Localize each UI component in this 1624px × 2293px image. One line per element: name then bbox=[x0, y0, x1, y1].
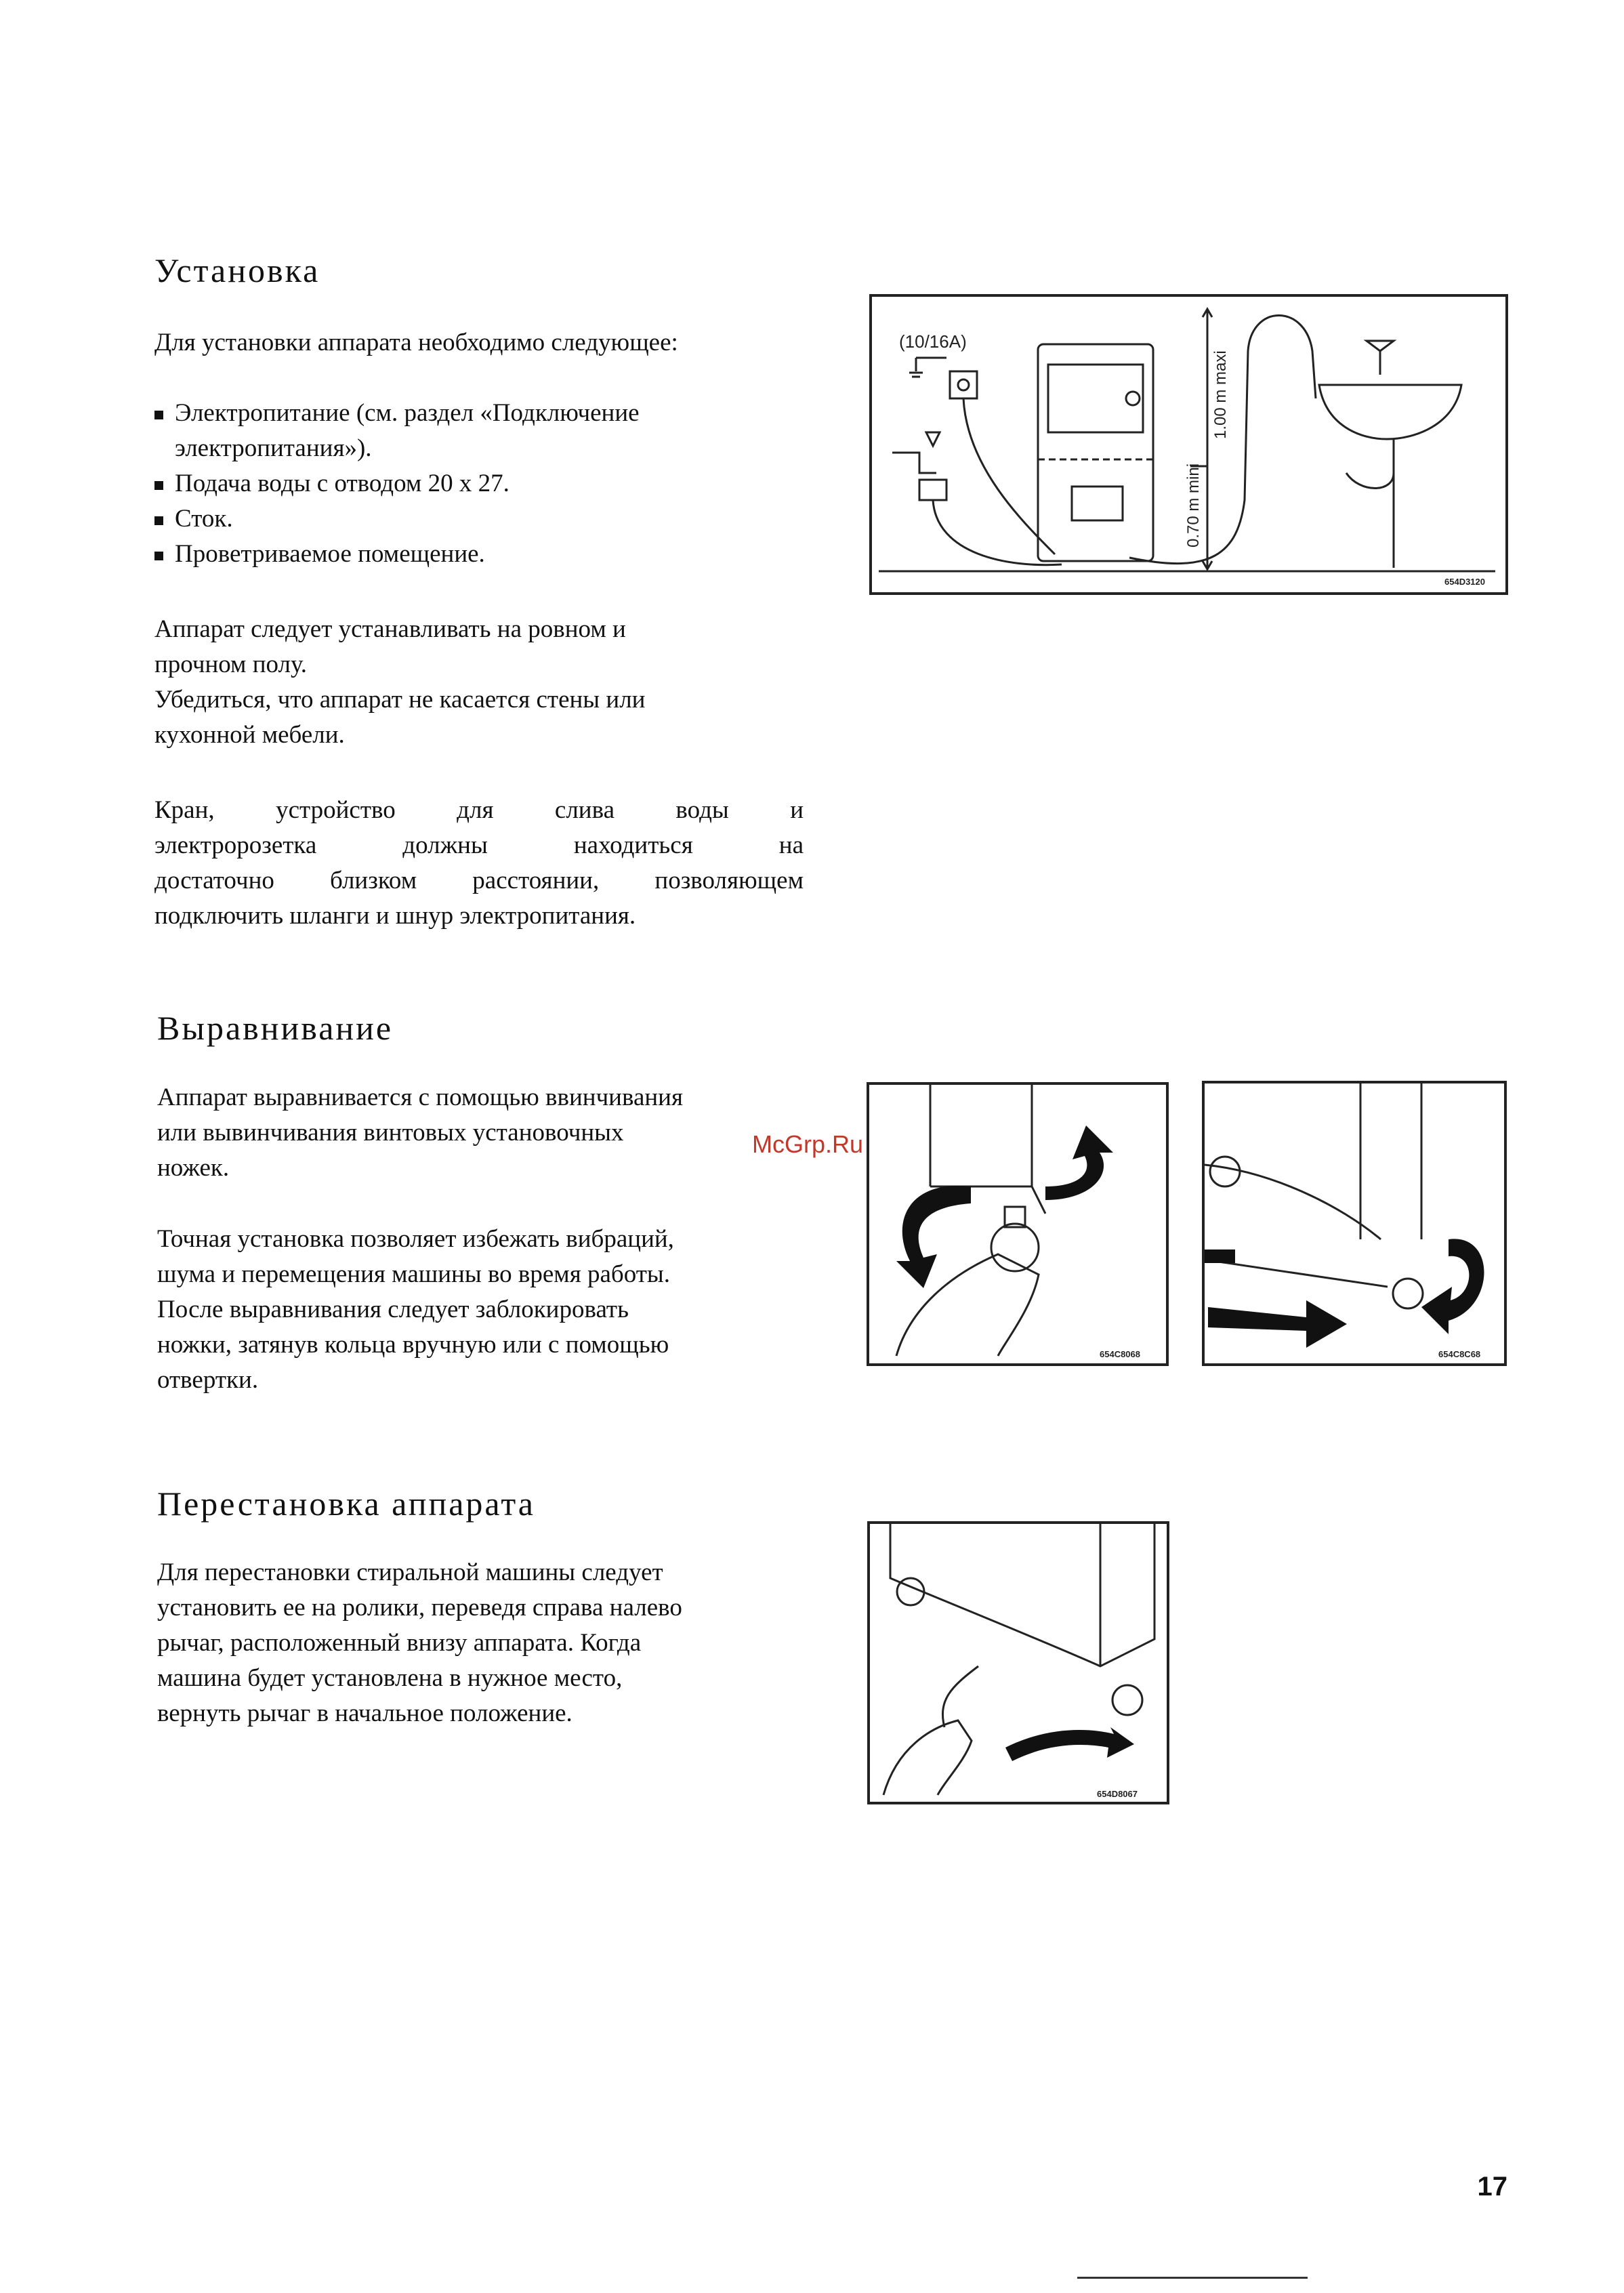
list-item: Подача воды с отводом 20 х 27. bbox=[154, 466, 805, 501]
moving-diagram bbox=[867, 1521, 1169, 1804]
installation-diagram bbox=[869, 294, 1508, 595]
section-title-moving: Перестановка аппарата bbox=[157, 1485, 535, 1523]
leveling-paragraph-precision: Точная установка позволяет избежать вибраций, шума и перемещения машины во время работы. После выравнивания следует заблокировать ножки, затянув кольца вручную или с помощью отвертки. bbox=[157, 1225, 674, 1394]
list-item: Электропитание (см. раздел «Подключение электропитания»). bbox=[154, 396, 805, 466]
installation-paragraph-floor: Аппарат следует устанавливать на ровном и прочном полу. Убедиться, что аппарат не касается стены или кухонной мебели. bbox=[154, 615, 646, 749]
max-height-label: 1.00 m maxi bbox=[1211, 350, 1230, 439]
section-title-installation: Установка bbox=[154, 251, 320, 289]
figure-code: 654D3120 bbox=[1444, 577, 1485, 587]
section-title-leveling: Выравнивание bbox=[157, 1009, 394, 1047]
page-number: 17 bbox=[1477, 2172, 1507, 2202]
fuse-label: (10/16A) bbox=[899, 331, 967, 352]
requirements-list bbox=[154, 396, 805, 572]
min-height-label: 0.70 m mini bbox=[1184, 463, 1203, 548]
figure-code: 654C8C68 bbox=[1438, 1349, 1481, 1359]
installation-diagram-drawing bbox=[872, 297, 1505, 592]
figure-code: 654C8068 bbox=[1100, 1349, 1140, 1359]
moving-drawing bbox=[870, 1524, 1167, 1802]
leveling-hand-drawing bbox=[869, 1085, 1166, 1363]
leveling-diagram-hand bbox=[867, 1082, 1169, 1366]
footer-rule bbox=[1077, 2277, 1308, 2279]
leveling-diagram-screwdriver bbox=[1202, 1081, 1507, 1366]
leveling-paragraph-screws: Аппарат выравнивается с помощью ввинчивания или вывинчивания винтовых установочных ножек. bbox=[157, 1083, 684, 1182]
list-item: Сток. bbox=[154, 501, 805, 537]
leveling-screwdriver-drawing bbox=[1205, 1083, 1504, 1363]
list-item: Проветриваемое помещение. bbox=[154, 537, 805, 572]
moving-paragraph: Для перестановки стиральной машины следует установить ее на ролики, переведя справа налево рычаг, расположенный внизу аппарата. Когда машина будет установлена в нужное место, вернуть рычаг в начальное положение. bbox=[157, 1558, 682, 1727]
installation-intro: Для установки аппарата необходимо следующее: bbox=[154, 329, 678, 356]
figure-code: 654D8067 bbox=[1097, 1789, 1138, 1799]
watermark: McGrp.Ru bbox=[752, 1130, 864, 1158]
installation-paragraph-distance: Кран, устройство для слива воды и электророзетка должны находиться на достаточно близком расстоянии, позволяющем подключить шланги и шнур электропитания. bbox=[154, 796, 804, 930]
